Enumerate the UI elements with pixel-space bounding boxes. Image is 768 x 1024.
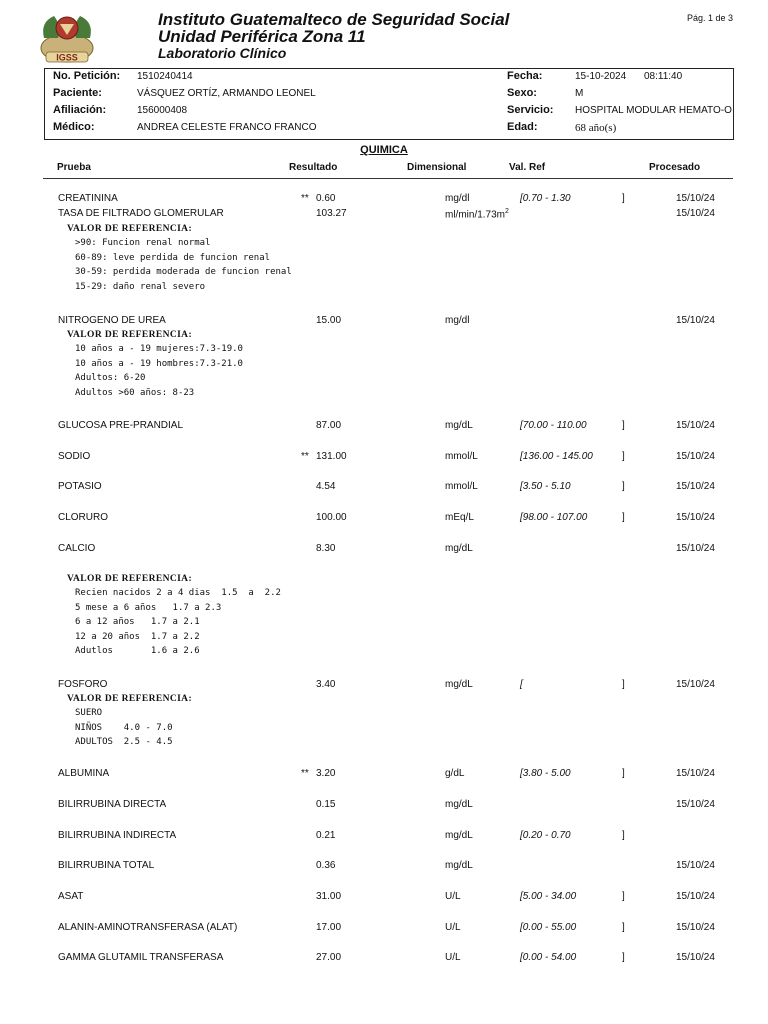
page-number: Pág. 1 de 3 (686, 13, 733, 23)
test-name: POTASIO (58, 481, 102, 492)
result-value: 0.36 (316, 860, 336, 871)
unit-name: Unidad Periférica Zona 11 (158, 27, 366, 46)
reference-line: 15-29: daño renal severo (75, 281, 206, 292)
servicio-value: HOSPITAL MODULAR HEMATO-O (575, 105, 732, 116)
test-name: FOSFORO (58, 679, 108, 690)
result-row (0, 193, 768, 207)
reference-line: Recien nacidos 2 a 4 dias 1.5 a 2.2 (75, 588, 281, 598)
result-row (0, 679, 768, 693)
reference-line: 5 mese a 6 años 1.7 a 2.3 (75, 602, 222, 613)
abnormal-flag: ** (301, 451, 309, 462)
reference-close-bracket: ] (622, 891, 625, 902)
reference-range: [3.80 - 5.00 (520, 768, 571, 779)
reference-close-bracket: ] (622, 679, 625, 690)
result-row (0, 208, 768, 222)
unit: mmol/L (445, 451, 478, 462)
reference-close-bracket: ] (622, 952, 625, 963)
reference-range: [70.00 - 110.00 (520, 420, 587, 431)
abnormal-flag: ** (301, 768, 309, 779)
reference-heading: VALOR DE REFERENCIA: (67, 330, 193, 340)
peticion-value: 1510240414 (137, 71, 193, 82)
abnormal-flag: ** (301, 193, 309, 204)
sexo-label: Sexo: (507, 87, 537, 99)
test-name: SODIO (58, 451, 91, 462)
reference-block (67, 694, 192, 752)
reference-close-bracket: ] (622, 922, 625, 933)
result-row (0, 952, 768, 966)
result-value: 15.00 (316, 315, 342, 326)
result-value: 103.27 (316, 208, 347, 219)
result-value: 4.54 (316, 481, 336, 492)
test-name: BILIRRUBINA INDIRECTA (58, 830, 177, 841)
reference-range: [136.00 - 145.00 (520, 451, 593, 462)
medico-label: Médico: (53, 121, 95, 133)
svg-text:IGSS: IGSS (56, 52, 78, 63)
reference-line: 6 a 12 años 1.7 a 2.1 (75, 617, 200, 627)
medico-value: ANDREA CELESTE FRANCO FRANCO (137, 122, 317, 133)
test-name: NITROGENO DE UREA (58, 315, 166, 326)
servicio-label: Servicio: (507, 104, 554, 116)
result-row (0, 860, 768, 874)
reference-range: [5.00 - 34.00 (520, 891, 577, 902)
unit: mg/dL (445, 543, 473, 554)
processed-date: 15/10/24 (676, 922, 715, 933)
reference-heading: VALOR DE REFERENCIA: (67, 224, 193, 234)
processed-date: 15/10/24 (676, 891, 715, 902)
processed-date: 15/10/24 (676, 860, 715, 871)
reference-close-bracket: ] (622, 830, 625, 841)
reference-close-bracket: ] (622, 451, 625, 462)
result-value: 0.15 (316, 799, 336, 810)
lab-name: Laboratorio Clínico (158, 45, 287, 61)
result-row (0, 922, 768, 936)
paciente-label: Paciente: (53, 87, 102, 99)
result-row (0, 799, 768, 813)
reference-line: Adultos: 6-20 (75, 373, 146, 383)
processed-date: 15/10/24 (676, 952, 715, 963)
col-valref: Val. Ref (509, 162, 546, 173)
reference-line: 10 años a - 19 mujeres:7.3-19.0 (75, 344, 243, 354)
test-name: BILIRRUBINA DIRECTA (58, 799, 167, 810)
reference-close-bracket: ] (622, 193, 625, 204)
reference-range: [3.50 - 5.10 (520, 481, 571, 492)
hora-value: 08:11:40 (644, 71, 683, 82)
test-name: ALANIN-AMINOTRANSFERASA (ALAT) (58, 922, 238, 933)
peticion-label: No. Petición: (53, 70, 121, 82)
result-value: 87.00 (316, 420, 342, 431)
reference-range: [0.70 - 1.30 (520, 193, 571, 204)
unit: mg/dL (445, 679, 473, 690)
processed-date: 15/10/24 (676, 193, 715, 204)
col-prueba: Prueba (57, 162, 91, 173)
reference-line: SUERO (75, 708, 103, 718)
test-name: GLUCOSA PRE-PRANDIAL (58, 420, 184, 431)
reference-close-bracket: ] (622, 420, 625, 431)
result-value: 0.21 (316, 830, 336, 841)
igss-logo (36, 8, 98, 66)
igss-seal-icon (36, 8, 98, 66)
unit: U/L (445, 891, 461, 902)
test-name: TASA DE FILTRADO GLOMERULAR (58, 208, 224, 219)
processed-date: 15/10/24 (676, 799, 715, 810)
reference-block (67, 224, 292, 296)
reference-line: 12 a 20 años 1.7 a 2.2 (75, 631, 200, 642)
result-value: 131.00 (316, 451, 347, 462)
processed-date: 15/10/24 (676, 543, 715, 554)
result-row (0, 768, 768, 782)
reference-close-bracket: ] (622, 512, 625, 523)
unit: U/L (445, 922, 461, 933)
processed-date: 15/10/24 (676, 512, 715, 523)
afiliacion-value: 156000408 (137, 105, 188, 116)
reference-block (67, 574, 281, 661)
reference-line: ADULTOS 2.5 - 4.5 (75, 737, 173, 747)
reference-range: [0.00 - 55.00 (520, 922, 577, 933)
col-procesado: Procesado (649, 162, 701, 173)
result-row (0, 451, 768, 465)
unit: g/dL (445, 768, 465, 779)
fecha-label: Fecha: (507, 70, 543, 82)
processed-date: 15/10/24 (676, 208, 715, 219)
col-dimensional: Dimensional (407, 162, 467, 173)
col-resultado: Resultado (289, 162, 338, 173)
test-name: GAMMA GLUTAMIL TRANSFERASA (58, 952, 224, 963)
section-title: QUIMICA (360, 144, 408, 156)
reference-range: [0.00 - 54.00 (520, 952, 577, 963)
paciente-value: VÁSQUEZ ORTÍZ, ARMANDO LEONEL (137, 88, 316, 99)
test-name: CREATININA (58, 193, 118, 204)
reference-range: [98.00 - 107.00 (520, 512, 588, 523)
unit: mg/dL (445, 799, 473, 810)
result-row (0, 891, 768, 905)
reference-block (67, 330, 243, 402)
unit: mg/dL (445, 420, 473, 431)
reference-line: 30-59: perdida moderada de funcion renal (75, 267, 292, 277)
result-value: 3.40 (316, 679, 336, 690)
sexo-value: M (575, 88, 584, 99)
institution-name: Instituto Guatemalteco de Seguridad Social (158, 10, 510, 29)
test-name: ALBUMINA (58, 768, 110, 779)
test-name: CLORURO (58, 512, 109, 523)
reference-range: [ (520, 679, 523, 690)
reference-line: 10 años a - 19 hombres:7.3-21.0 (75, 358, 243, 369)
patient-info-box (44, 68, 734, 140)
unit: mg/dl (445, 193, 470, 204)
test-name: ASAT (58, 891, 84, 902)
processed-date: 15/10/24 (676, 420, 715, 431)
test-name: BILIRRUBINA TOTAL (58, 860, 155, 871)
header-rule (43, 178, 733, 179)
result-value: 17.00 (316, 922, 342, 933)
unit: mg/dL (445, 830, 473, 841)
processed-date: 15/10/24 (676, 315, 715, 326)
result-row (0, 512, 768, 526)
result-value: 0.60 (316, 193, 336, 204)
result-row (0, 315, 768, 329)
edad-label: Edad: (507, 121, 538, 133)
unit: mg/dL (445, 860, 473, 871)
result-value: 8.30 (316, 543, 336, 554)
result-value: 100.00 (316, 512, 347, 523)
unit: mmol/L (445, 481, 478, 492)
fecha-value: 15-10-2024 (575, 71, 627, 82)
reference-range: [0.20 - 0.70 (520, 830, 571, 841)
unit: mEq/L (445, 512, 474, 523)
afiliacion-label: Afiliación: (53, 104, 107, 116)
unit: $ml/\min/1.73m^2$ (445, 208, 509, 221)
reference-close-bracket: ] (622, 768, 625, 779)
result-value: 31.00 (316, 891, 342, 902)
processed-date: 15/10/24 (676, 451, 715, 462)
reference-line: NIÑOS 4.0 - 7.0 (75, 722, 173, 733)
processed-date: 15/10/24 (676, 481, 715, 492)
processed-date: 15/10/24 (676, 768, 715, 779)
unit: U/L (445, 952, 461, 963)
reference-close-bracket: ] (622, 481, 625, 492)
reference-heading: VALOR DE REFERENCIA: (67, 574, 193, 584)
result-row (0, 481, 768, 495)
result-row (0, 420, 768, 434)
result-value: 27.00 (316, 952, 342, 963)
result-row (0, 830, 768, 844)
processed-date: 15/10/24 (676, 679, 715, 690)
reference-line: 60-89: leve perdida de funcion renal (75, 252, 271, 263)
reference-line: Adutlos 1.6 a 2.6 (75, 646, 200, 656)
reference-line: Adultos >60 años: 8-23 (75, 387, 195, 398)
edad-value: 68 año(s) (575, 122, 617, 134)
unit-superscript: 2 (505, 208, 509, 215)
reference-heading: VALOR DE REFERENCIA: (67, 694, 193, 704)
result-value: 3.20 (316, 768, 336, 779)
result-row (0, 543, 768, 557)
unit: mg/dl (445, 315, 470, 326)
test-name: CALCIO (58, 543, 96, 554)
reference-line: >90: Funcion renal normal (75, 238, 211, 248)
